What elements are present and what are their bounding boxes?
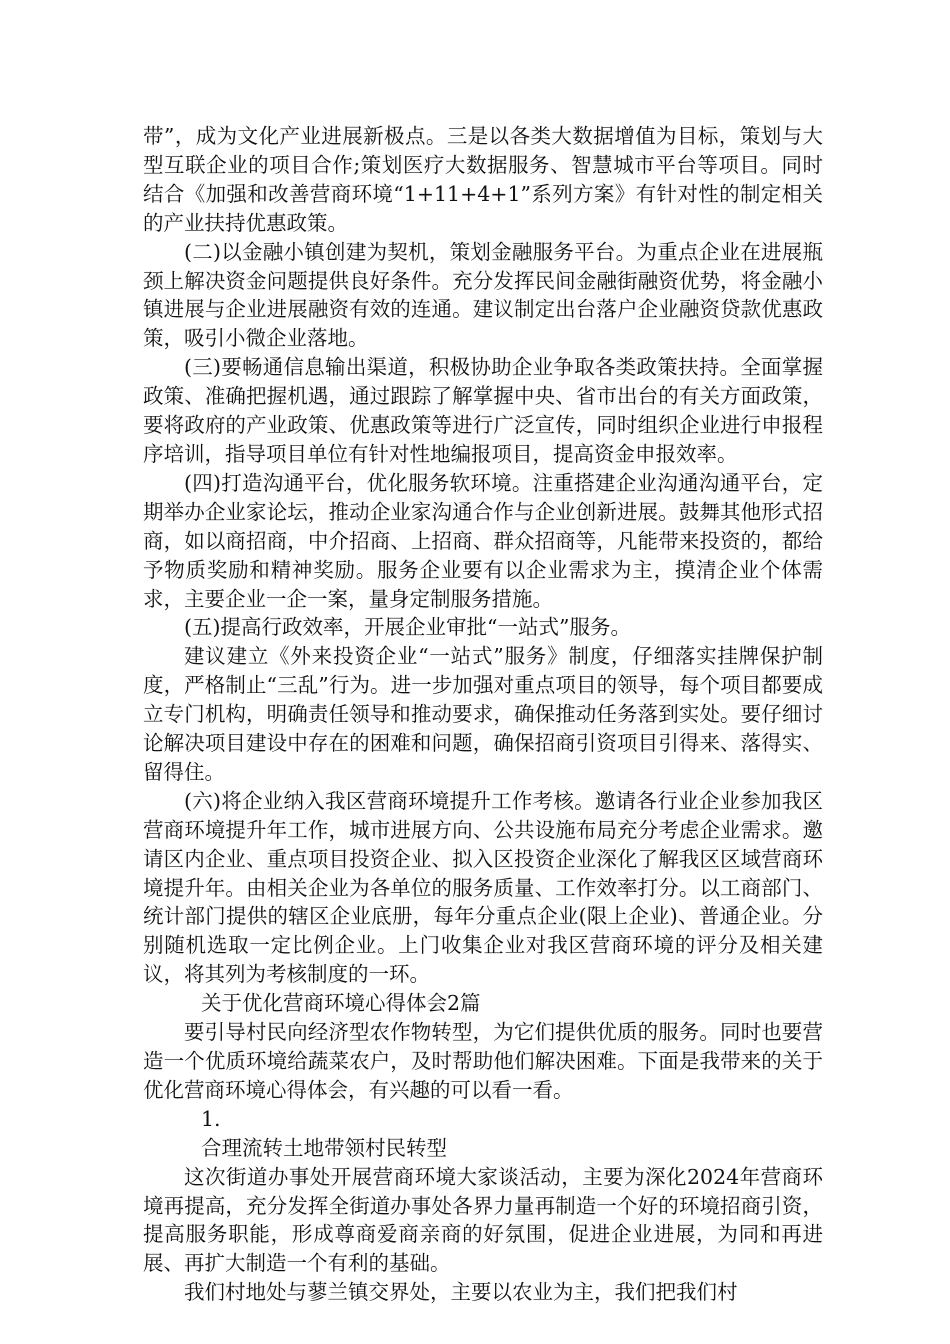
paragraph: (六)将企业纳入我区营商环境提升工作考核。邀请各行业企业参加我区营商环境提升年工作，城市进展方向、公共设施布局充分考虑企业需求。邀请区内企业、重点项目投资企业、拟入区投资企业深化了解我区区域营商环境提升年。由相关企业为各单位的服务质量、工作效率打分。以工商部门、统计部门提供的辖区企业底册，每年分重点企业(限上企业)、普通企业。分别随机选取一定比例企业。上门收集企业对我区营商环境的评分及相关建议，将其列为考核制度的一环。 — [143, 788, 823, 987]
list-number: 1. — [201, 1106, 221, 1131]
paragraph: 这次街道办事处开展营商环境大家谈活动，主要为深化2024年营商环境再提高，充分发挥全街道办事处各界力量再制造一个好的环境招商引资，提高服务职能，形成尊商爱商亲商的好氛围，促进企业进展，为同和再进展、再扩大制造一个有利的基础。 — [143, 1164, 823, 1276]
paragraph: (二)以金融小镇创建为契机，策划金融服务平台。为重点企业在进展瓶颈上解决资金问题提供良好条件。充分发挥民间金融街融资优势，将金融小镇进展与企业进展融资有效的连通。建议制定出台落户企业融资贷款优惠政策，吸引小微企业落地。 — [143, 239, 823, 351]
section-title: 关于优化营商环境心得体会2篇 — [201, 991, 481, 1016]
paragraph: 要引导村民向经济型农作物转型，为它们提供优质的服务。同时也要营造一个优质环境给蔬菜农户，及时帮助他们解决困难。下面是我带来的关于优化营商环境心得体会，有兴趣的可以看一看。 — [143, 1020, 823, 1102]
paragraph: (三)要畅通信息输出渠道，积极协助企业争取各类政策扶持。全面掌握政策、准确把握机遇，通过跟踪了解掌握中央、省市出台的有关方面政策，要将政府的产业政策、优惠政策等进行广泛宣传，同时组织企业进行申报程序培训，指导项目单位有针对性地编报项目，提高资金申报效率。 — [143, 355, 823, 466]
paragraph: (五)提高行政效率，开展企业审批“一站式”服务。 — [184, 615, 631, 640]
paragraph: 建议建立《外来投资企业“一站式”服务》制度，仔细落实挂牌保护制度，严格制止“三乱”行为。进一步加强对重点项目的领导，每个项目都要成立专门机构，明确责任领导和推动要求，确保推动任务落到实处。要仔细讨论解决项目建设中存在的困难和问题，确保招商引资项目引得来、落得实、留得住。 — [143, 644, 823, 784]
paragraph: 带”，成为文化产业进展新极点。三是以各类大数据增值为目标，策划与大型互联企业的项目合作;策划医疗大数据服务、智慧城市平台等项目。同时结合《加强和改善营商环境“1+11+4+1”系列方案》有针对性的制定相关的产业扶持优惠政策。 — [143, 124, 823, 235]
document-page — [143, 122, 823, 1307]
paragraph: 我们村地处与蓼兰镇交界处，主要以农业为主，我们把我们村 — [184, 1280, 738, 1305]
subsection-title: 合理流转土地带领村民转型 — [201, 1135, 447, 1160]
paragraph: (四)打造沟通平台，优化服务软环境。注重搭建企业沟通沟通平台，定期举办企业家论坛，推动企业家沟通合作与企业创新进展。鼓舞其他形式招商，如以商招商，中介招商、上招商、群众招商等，凡能带来投资的，都给予物质奖励和精神奖励。服务企业要有以企业需求为主，摸清企业个体需求，主要企业一企一案，量身定制服务措施。 — [143, 470, 823, 611]
